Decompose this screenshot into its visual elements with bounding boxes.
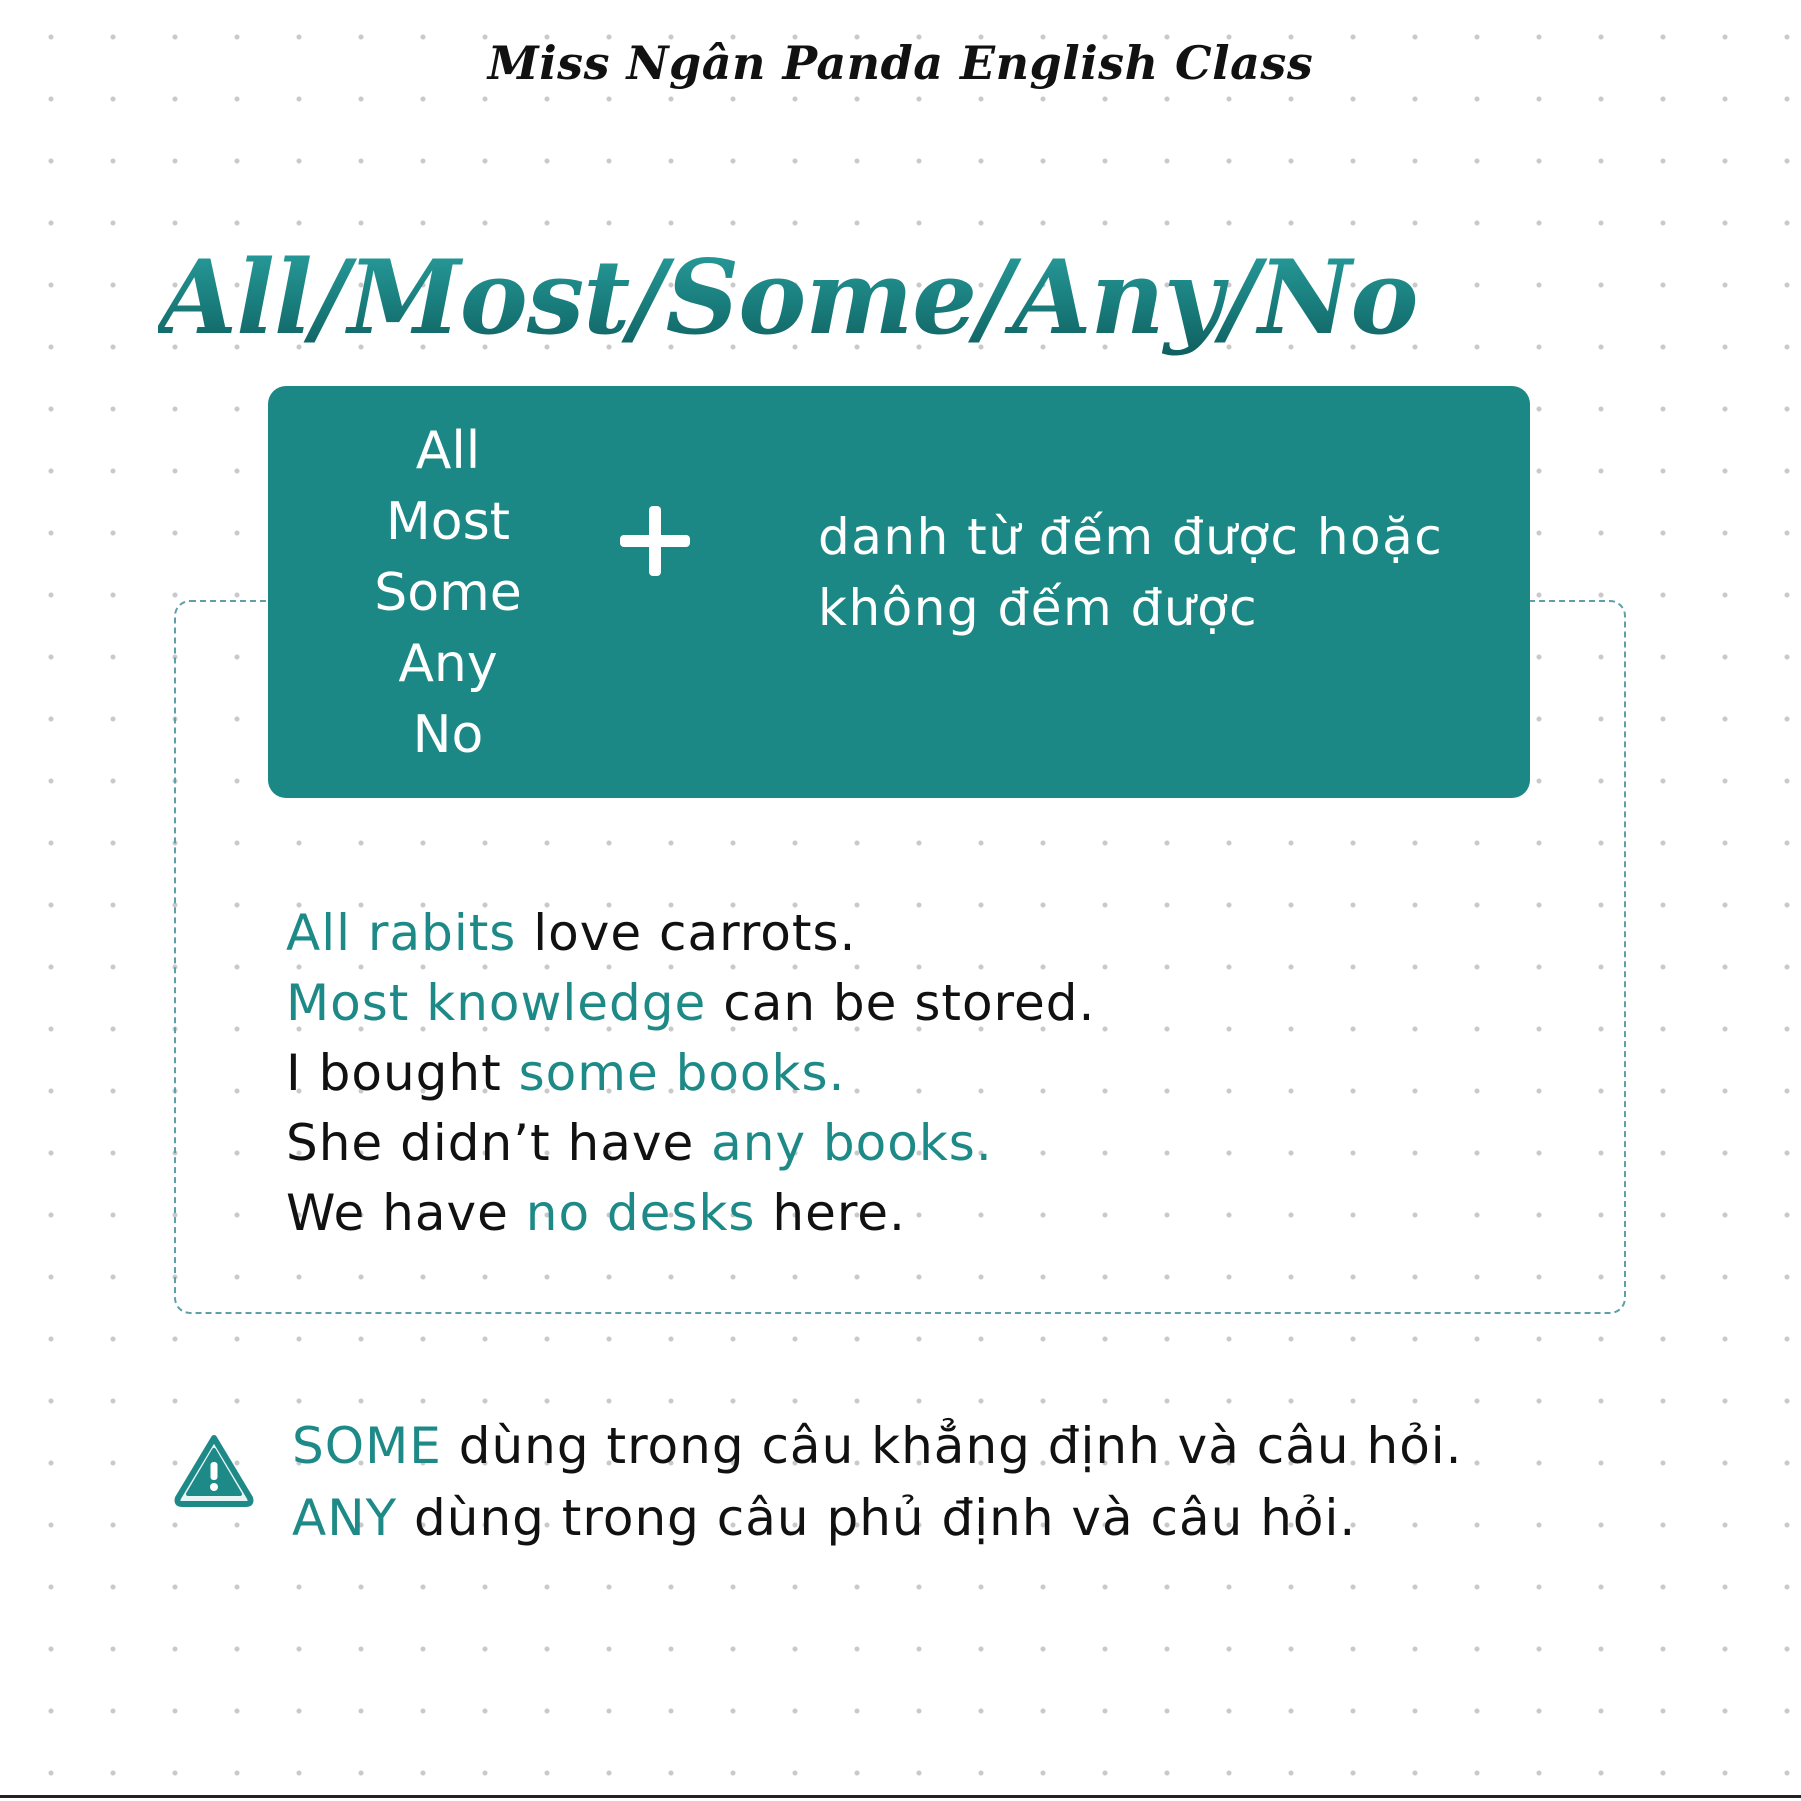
quantifier-no: No [412, 705, 484, 765]
note-text: dùng trong câu phủ định và câu hỏi. [397, 1489, 1357, 1547]
formula-box [268, 386, 1530, 798]
quantifier-any: Any [398, 634, 498, 694]
warning-triangle-icon [172, 1432, 256, 1508]
example-text: I bought [286, 1044, 519, 1102]
note-some [292, 1410, 1463, 1482]
bottom-divider [0, 1795, 1801, 1798]
example-text: We have [286, 1184, 526, 1242]
noun-description-line2: không đếm được [818, 579, 1259, 637]
page-title: All/Most/Some/Any/No [158, 238, 1418, 358]
header-brand: Miss Ngân Panda English Class [487, 36, 1314, 90]
example-text: She didn’t have [286, 1114, 712, 1172]
example-highlight: Most knowledge [286, 974, 707, 1032]
example-sentence [286, 1038, 1095, 1108]
example-sentence [286, 898, 1095, 968]
plus-icon [620, 506, 690, 576]
note-keyword: SOME [292, 1417, 442, 1475]
noun-description-line1: danh từ đếm được hoặc [818, 508, 1444, 566]
example-sentence [286, 1178, 1095, 1248]
quantifier-all: All [415, 421, 481, 481]
note-any [292, 1482, 1463, 1554]
example-text: here. [755, 1184, 906, 1242]
example-highlight: any books. [711, 1114, 993, 1172]
example-highlight: some books. [518, 1044, 846, 1102]
example-sentences [286, 898, 1095, 1248]
quantifier-some: Some [374, 563, 522, 623]
example-highlight: All rabits [286, 904, 517, 962]
example-sentence [286, 1108, 1095, 1178]
example-sentence [286, 968, 1095, 1038]
noun-description [818, 502, 1498, 644]
quantifier-list [328, 416, 568, 771]
example-text: love carrots. [516, 904, 857, 962]
example-text: can be stored. [706, 974, 1096, 1032]
note-text: dùng trong câu khẳng định và câu hỏi. [441, 1417, 1463, 1475]
quantifier-most: Most [385, 492, 511, 552]
note-keyword: ANY [292, 1489, 398, 1547]
example-highlight: no desks [525, 1184, 756, 1242]
usage-notes [292, 1410, 1463, 1554]
